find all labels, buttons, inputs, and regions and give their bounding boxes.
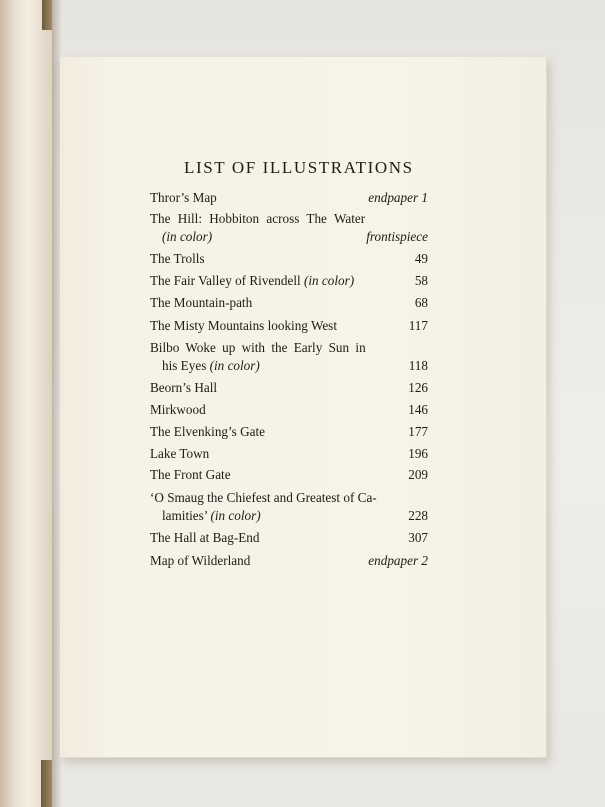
binding-bottom bbox=[41, 760, 52, 807]
entry-title: The Front Gate bbox=[150, 467, 231, 482]
entry-title: Thror’s Map bbox=[150, 190, 217, 205]
entry-title: The Trolls bbox=[150, 251, 205, 266]
entry-page: endpaper 1 bbox=[368, 190, 428, 205]
entry-page: 118 bbox=[408, 358, 428, 373]
entry-page: 177 bbox=[408, 424, 428, 439]
entry-title: The Hill: Hobbiton across The Water bbox=[150, 211, 366, 226]
entry-page: 196 bbox=[408, 446, 428, 461]
illustration-entry bbox=[150, 530, 428, 548]
entry-title-group bbox=[150, 273, 354, 289]
page-title: LIST OF ILLUSTRATIONS bbox=[184, 158, 414, 177]
entry-page: 117 bbox=[408, 318, 428, 333]
binding-top bbox=[42, 0, 52, 30]
entry-title: The Misty Mountains looking West bbox=[150, 318, 337, 333]
entry-page: 58 bbox=[414, 273, 428, 288]
entry-page: endpaper 2 bbox=[368, 553, 428, 568]
entry-page: 209 bbox=[408, 467, 428, 482]
entry-title: Lake Town bbox=[150, 446, 210, 461]
entry-title: ‘O Smaug the Chiefest and Greatest of Ca- bbox=[150, 490, 377, 505]
illustration-entry bbox=[150, 340, 428, 376]
entry-title: The Elvenking’s Gate bbox=[150, 424, 265, 439]
entry-title-group bbox=[162, 508, 261, 524]
illustration-entry bbox=[150, 211, 428, 247]
book-spine bbox=[0, 0, 52, 807]
illustration-entry bbox=[150, 273, 428, 291]
entry-page: frontispiece bbox=[366, 229, 428, 244]
entry-title: Map of Wilderland bbox=[150, 553, 251, 568]
entry-page: 126 bbox=[408, 380, 428, 395]
illustration-entry bbox=[150, 553, 428, 571]
entry-note: (in color) bbox=[209, 358, 260, 373]
entry-title-cont: lamities’ bbox=[162, 508, 208, 523]
entry-title: The Hall at Bag-End bbox=[150, 530, 260, 545]
entry-title: Bilbo Woke up with the Early Sun in bbox=[150, 340, 366, 355]
entry-title-group bbox=[162, 358, 260, 374]
entry-title: The Fair Valley of Rivendell bbox=[150, 273, 301, 288]
illustration-entry bbox=[150, 467, 428, 485]
illustration-entry bbox=[150, 446, 428, 464]
illustration-entry bbox=[150, 402, 428, 420]
entry-page: 146 bbox=[408, 402, 428, 417]
entry-title: The Mountain-path bbox=[150, 295, 253, 310]
illustration-entry bbox=[150, 190, 428, 208]
entry-page: 307 bbox=[408, 530, 428, 545]
illustration-entry bbox=[150, 295, 428, 313]
illustration-entry bbox=[150, 380, 428, 398]
illustration-entry bbox=[150, 318, 428, 336]
entry-title: Beorn’s Hall bbox=[150, 380, 218, 395]
entry-note: (in color) bbox=[210, 508, 261, 523]
entry-page: 68 bbox=[414, 295, 428, 310]
entry-page: 228 bbox=[408, 508, 428, 523]
illustration-entry bbox=[150, 251, 428, 269]
entry-page: 49 bbox=[414, 251, 428, 266]
entry-title: Mirkwood bbox=[150, 402, 206, 417]
entry-note: (in color) bbox=[162, 229, 213, 244]
entry-note: (in color) bbox=[303, 273, 355, 288]
illustration-entry bbox=[150, 490, 428, 526]
entry-title-cont: his Eyes bbox=[162, 358, 207, 373]
illustration-entry bbox=[150, 424, 428, 442]
